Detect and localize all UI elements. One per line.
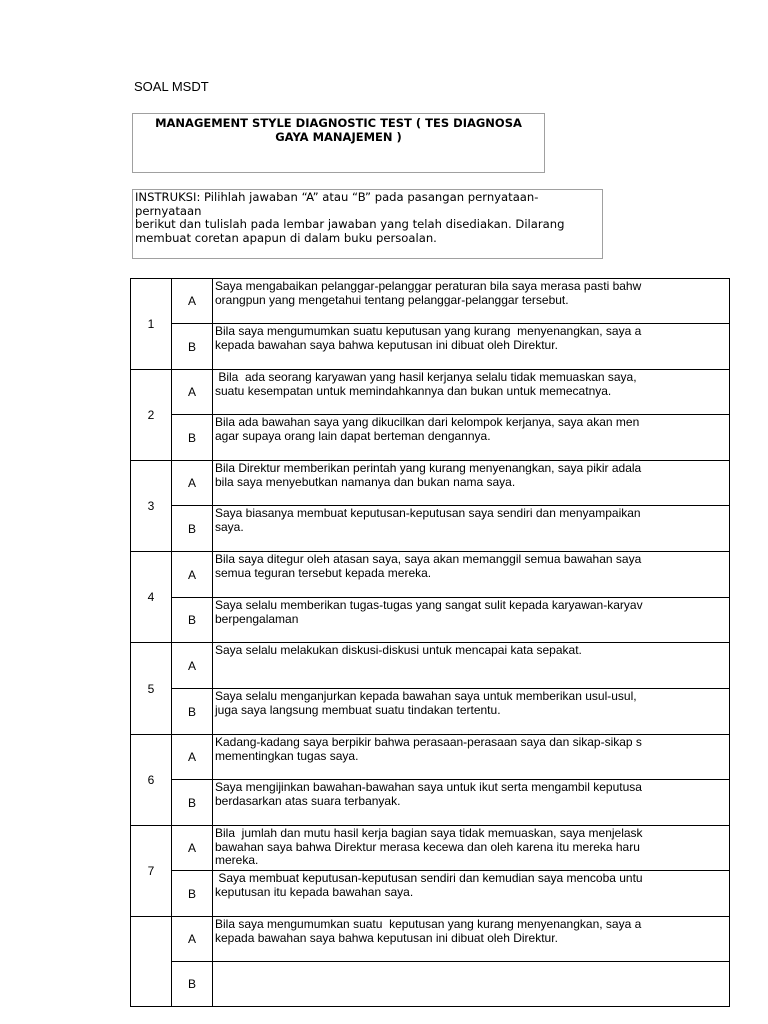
question-row — [131, 461, 730, 506]
option-statement: Saya selalu memberikan tugas-tugas yang sangat sulit kepada karyawan-karyav berpengalaman — [213, 598, 730, 643]
option-statement: Bila Direktur memberikan perintah yang kurang menyenangkan, saya pikir adala bila saya menyebutkan namanya dan bukan nama saya. — [213, 461, 730, 506]
page-heading: SOAL MSDT — [134, 79, 209, 94]
question-row — [131, 324, 730, 370]
option-statement: Saya mengijinkan bawahan-bawahan saya untuk ikut serta mengambil keputusa berdasarkan atas suara terbanyak. — [213, 780, 730, 826]
option-statement: Kadang-kadang saya berpikir bahwa perasaan-perasaan saya dan sikap-sikap s mementingkan tugas saya. — [213, 735, 730, 780]
question-table-body — [131, 279, 730, 1007]
option-statement: Bila ada bawahan saya yang dikucilkan dari kelompok kerjanya, saya akan men agar supaya orang lain dapat berteman dengannya. — [213, 415, 730, 461]
question-number: 6 — [131, 735, 172, 826]
option-statement: Bila saya mengumumkan suatu keputusan yang kurang menyenangkan, saya a kepada bawahan saya bahwa keputusan ini dibuat oleh Direktur. — [213, 917, 730, 962]
option-letter: A — [172, 826, 213, 871]
question-row — [131, 415, 730, 461]
option-statement: Saya mengabaikan pelanggar-pelanggar peraturan bila saya merasa pasti bahw orangpun yang mengetahui tentang pelanggar-pelanggar tersebut. — [213, 279, 730, 324]
option-letter: B — [172, 871, 213, 917]
question-table — [130, 278, 730, 1007]
option-letter: B — [172, 506, 213, 552]
option-statement: Bila saya ditegur oleh atasan saya, saya akan memanggil semua bawahan saya semua teguran tersebut kepada mereka. — [213, 552, 730, 598]
option-letter: B — [172, 598, 213, 643]
option-statement: Bila jumlah dan mutu hasil kerja bagian saya tidak memuaskan, saya menjelask bawahan saya bahwa Direktur merasa kecewa dan oleh karena itu mereka haru mereka. — [213, 826, 730, 871]
question-row — [131, 826, 730, 871]
option-statement: Saya biasanya membuat keputusan-keputusan saya sendiri dan menyampaikan saya. — [213, 506, 730, 552]
instructions-box: INSTRUKSI: Pilihlah jawaban “A” atau “B” pada pasangan pernyataan-pernyataan berikut dan tulislah pada lembar jawaban yang telah disediakan. Dilarang membuat coretan apapun di dalam buku persoalan. — [132, 189, 603, 259]
option-statement: Saya membuat keputusan-keputusan sendiri dan kemudian saya mencoba untu keputusan itu kepada bawahan saya. — [213, 871, 730, 917]
question-row — [131, 506, 730, 552]
question-row — [131, 552, 730, 598]
option-letter: A — [172, 917, 213, 962]
option-letter: B — [172, 415, 213, 461]
question-row — [131, 735, 730, 780]
question-number: 4 — [131, 552, 172, 643]
option-letter: A — [172, 370, 213, 415]
option-statement: Saya selalu melakukan diskusi-diskusi untuk mencapai kata sepakat. — [213, 643, 730, 689]
question-row — [131, 962, 730, 1007]
option-letter: A — [172, 643, 213, 689]
option-letter: B — [172, 689, 213, 735]
question-number — [131, 917, 172, 1007]
question-number: 7 — [131, 826, 172, 917]
question-row — [131, 780, 730, 826]
option-letter: A — [172, 279, 213, 324]
option-statement: Bila saya mengumumkan suatu keputusan yang kurang menyenangkan, saya a kepada bawahan saya bahwa keputusan ini dibuat oleh Direktur. — [213, 324, 730, 370]
question-table-viewport — [130, 278, 674, 991]
test-title: MANAGEMENT STYLE DIAGNOSTIC TEST ( TES DIAGNOSA GAYA MANAJEMEN ) — [132, 113, 545, 173]
question-row — [131, 871, 730, 917]
question-number: 1 — [131, 279, 172, 370]
question-row — [131, 370, 730, 415]
question-row — [131, 643, 730, 689]
question-row — [131, 917, 730, 962]
option-statement: Saya selalu menganjurkan kepada bawahan saya untuk memberikan usul-usul, juga saya langsung membuat suatu tindakan tertentu. — [213, 689, 730, 735]
question-row — [131, 598, 730, 643]
option-letter: A — [172, 552, 213, 598]
question-number: 2 — [131, 370, 172, 461]
question-row — [131, 279, 730, 324]
question-number: 3 — [131, 461, 172, 552]
option-letter: A — [172, 735, 213, 780]
question-row — [131, 689, 730, 735]
question-number: 5 — [131, 643, 172, 735]
option-letter: B — [172, 962, 213, 1007]
option-letter: B — [172, 324, 213, 370]
option-letter: B — [172, 780, 213, 826]
option-statement: Bila ada seorang karyawan yang hasil kerjanya selalu tidak memuaskan saya, suatu kesempatan untuk memindahkannya dan bukan untuk memecatnya. — [213, 370, 730, 415]
option-statement — [213, 962, 730, 1007]
option-letter: A — [172, 461, 213, 506]
